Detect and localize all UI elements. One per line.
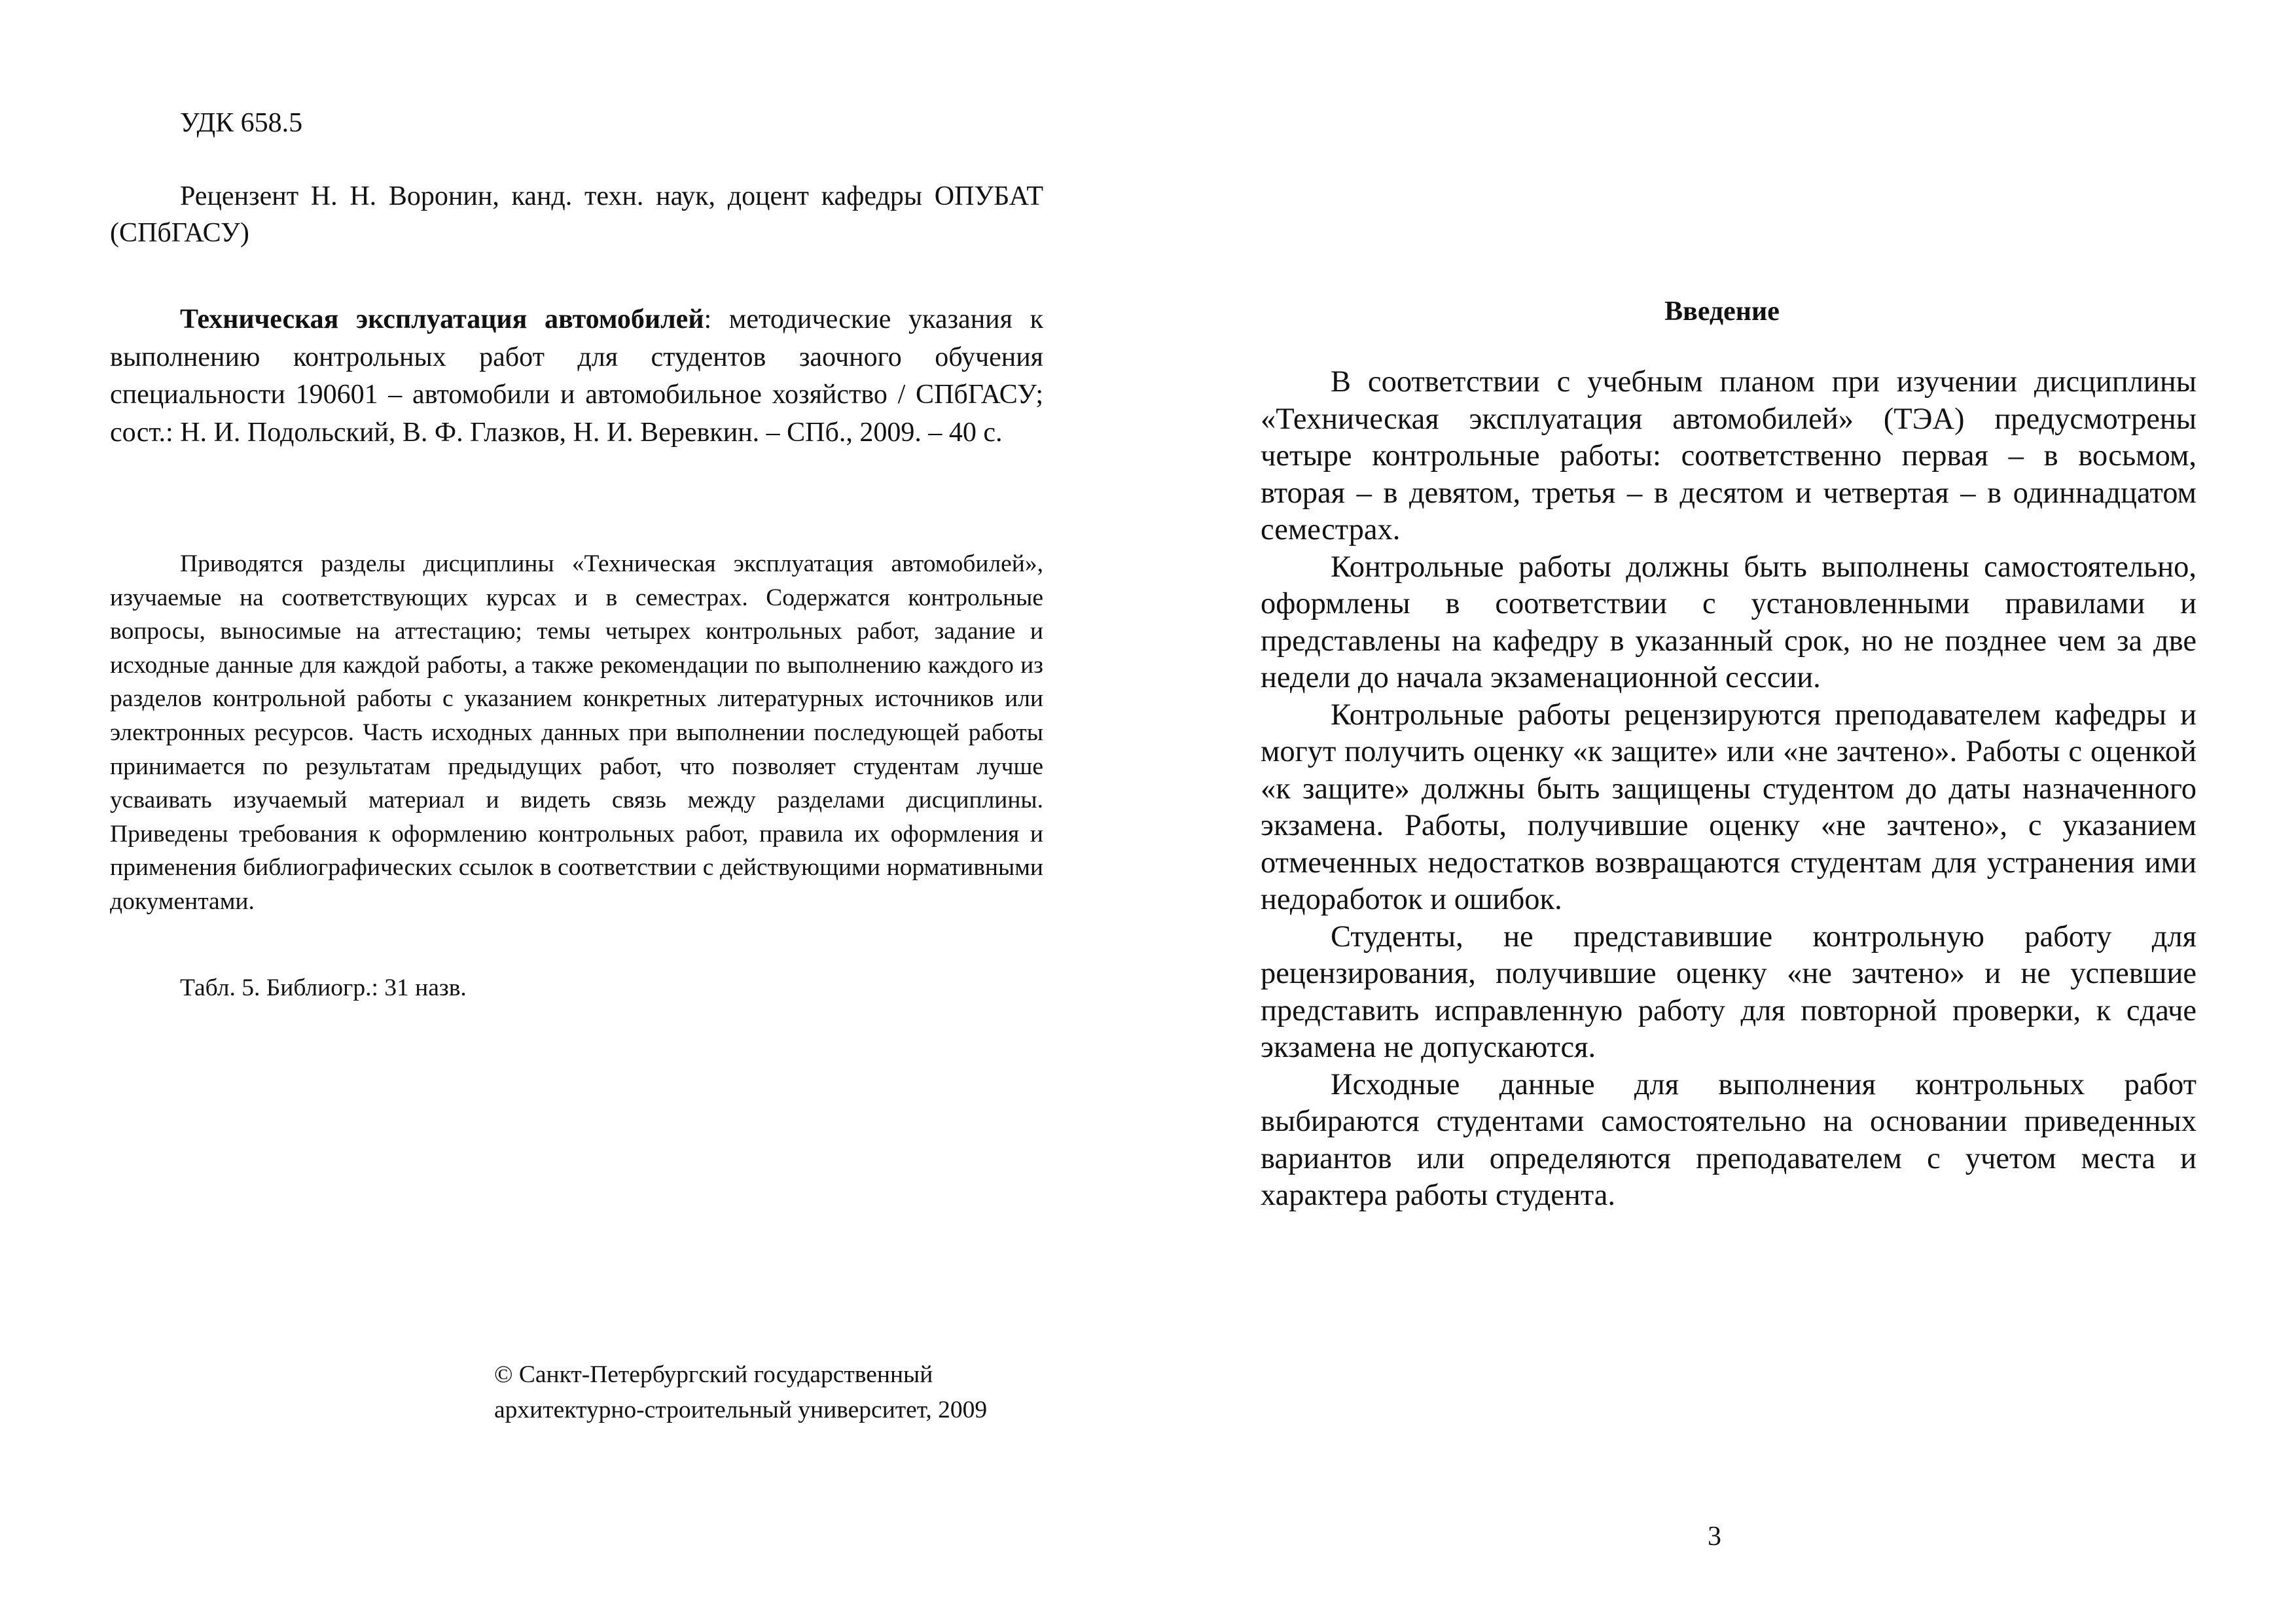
section-heading: Введение xyxy=(1664,296,1780,327)
udk-code: УДК 658.5 xyxy=(180,108,303,138)
intro-paragraph: Контрольные работы должны быть выполнены самостоятельно, оформлены в соответствии с установленными правилами и представлены на кафедру в указанный срок, но не позднее чем за две недели до начала экзаменационной сессии. xyxy=(1261,550,2197,694)
right-page xyxy=(1148,0,2296,1623)
biblio-description: : методические указания к выполнению контрольных работ для студентов заочного обучения специальности 190601 – автомобили и автомобильное хозяйство / СПбГАСУ; сост.: Н. И. Подольский, В. Ф. Глазков, Н. И. Веревкин. – СПб., 2009. – 40 с. xyxy=(110,304,1043,448)
intro-paragraph: Исходные данные для выполнения контрольных работ выбираются студентами самостоятельно на основании приведенных вариантов или определяются преподавателем с учетом места и характера работы студента. xyxy=(1261,1067,2197,1212)
intro-paragraph: Студенты, не представившие контрольную работу для рецензирования, получившие оценку «не зачтено» и не успевшие представить исправленную работу для повторной проверки, к сдаче экзамена не допускаются. xyxy=(1261,919,2197,1064)
page-number: 3 xyxy=(1708,1522,1721,1552)
bibliographic-record xyxy=(110,301,1043,452)
tables-bibliography-count: Табл. 5. Библиогр.: 31 назв. xyxy=(180,974,467,1001)
copyright-notice xyxy=(494,1357,987,1428)
introduction-text xyxy=(1261,364,2197,1215)
abstract: Приводятся разделы дисциплины «Техническая эксплуатация автомобилей», изучаемые на соответствующих курсах и в семестрах. Содержатся контрольные вопросы, выносимые на аттестацию; темы четырех контрольных работ, задание и исходные данные для каждой работы, а также рекомендации по выполнению каждого из разделов контрольной работы с указанием конкретных литературных источников или электронных ресурсов. Часть исходных данных при выполнении последующей работы принимается по результатам предыдущих работ, что позволяет студентам лучше усваивать изучаемый материал и видеть связь между разделами дисциплины. Приведены требования к оформлению контрольных работ, правила их оформления и применения библиографических ссылок в соответствии с действующими нормативными документами. xyxy=(110,550,1043,915)
biblio-title: Техническая эксплуатация автомобилей xyxy=(180,304,704,334)
copyright-line-2: архитектурно-строительный университет, 2009 xyxy=(494,1397,988,1423)
copyright-line-1: © Санкт-Петербургский государственный xyxy=(494,1361,933,1388)
intro-paragraph: Контрольные работы рецензируются преподавателем кафедры и могут получить оценку «к защите» или «не зачтено». Работы с оценкой «к защите» должны быть защищены студентом до даты назначенного экзамена. Работы, получившие оценку «не зачтено», с указанием отмеченных недостатков возвращаются студентам для устранения ими недоработок и ошибок. xyxy=(1261,698,2197,916)
intro-paragraph: В соответствии с учебным планом при изучении дисциплины «Техническая эксплуатация автомобилей» (ТЭА) предусмотрены четыре контрольные работы: соответственно первая – в восьмом, вторая – в девятом, третья – в десятом и четвертая – в одиннадцатом семестрах. xyxy=(1261,365,2197,546)
reviewer-line: Рецензент Н. Н. Воронин, канд. техн. наук, доцент кафедры ОПУБАТ (СПбГАСУ) xyxy=(110,181,1043,248)
